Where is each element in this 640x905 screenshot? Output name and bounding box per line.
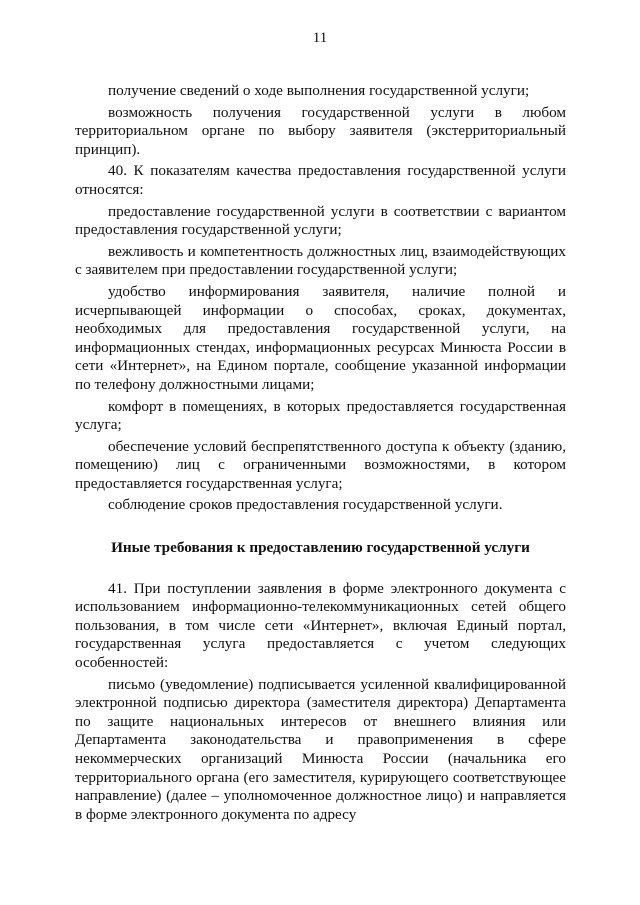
paragraph: получение сведений о ходе выполнения государственной услуги; <box>108 82 530 99</box>
section-heading: Иные требования к предоставлению государственной услуги <box>111 539 530 557</box>
paragraph: предоставление государственной услуги в соответствии с вариантом предоставления государственной услуги; <box>75 202 566 239</box>
paragraph: 40. К показателям качества предоставления государственной услуги относятся: <box>75 162 566 198</box>
paragraph: удобство информирования заявителя, наличие полной и исчерпывающей информации о способах, сроках, документах, необходимых для предоставления государственной услуги, на информационных стендах, информационных ресурсах Минюста России в сети «Интернет», на Едином портале, сообщение указанной информации по телефону должностными лицами; <box>75 282 566 393</box>
paragraph: письмо (уведомление) подписывается усиленной квалифицированной электронной подписью директора (заместителя директора) Департамента по защите национальных интересов от внешнего влияния или Департамента законодательства и правоприменения в сфере некоммерческих организаций Минюста России (начальника его территориального органа (его заместителя, курирующего соответствующее направление) (далее – уполномоченное должностное лицо) и направляется в форме электронного документа по адресу <box>75 675 566 823</box>
paragraph: вежливость и компетентность должностных лиц, взаимодействующих с заявителем при предоставлении государственной услуги; <box>75 242 566 279</box>
paragraph: 41. При поступлении заявления в форме электронного документа с использованием информационно-телекоммуникационных сетей общего пользования, в том числе сети «Интернет», включая Единый портал, государственная услуга предоставляется с учетом следующих особенностей: <box>75 579 566 672</box>
paragraph: соблюдение сроков предоставления государственной услуги. <box>108 496 503 514</box>
paragraph: обеспечение условий беспрепятственного доступа к объекту (зданию, помещению) лиц с ограниченными возможностями, в котором предоставляется государственная услуга; <box>75 437 566 492</box>
document-body <box>75 82 566 824</box>
paragraph: комфорт в помещениях, в которых предоставляется государственная услуга; <box>75 397 566 434</box>
paragraph: возможность получения государственной услуги в любом территориальном органе по выбору заявителя (экстерриториальный принцип). <box>75 103 566 158</box>
page-number: 11 <box>312 30 328 46</box>
